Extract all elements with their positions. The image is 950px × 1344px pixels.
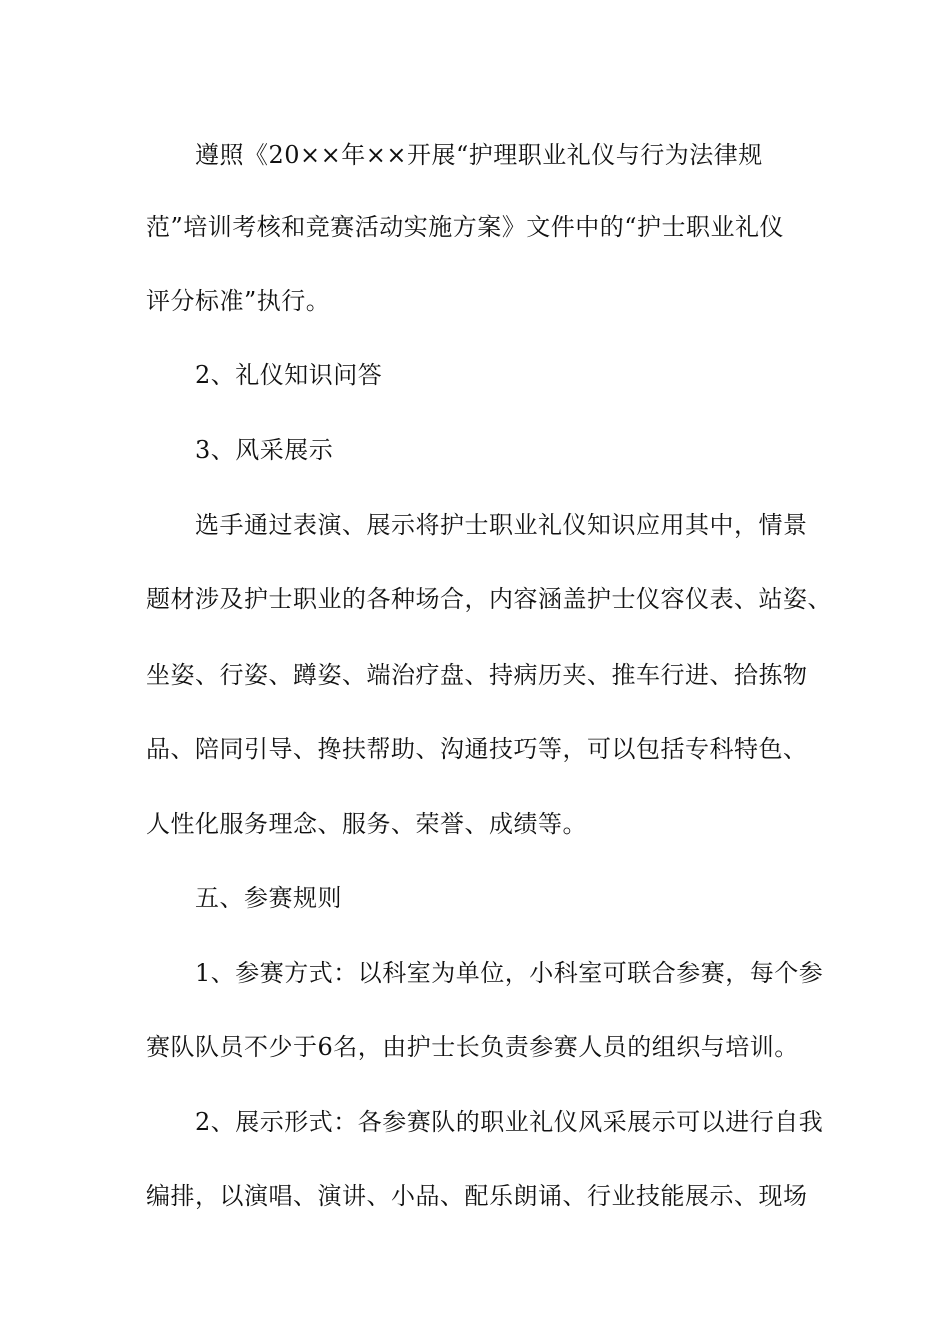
paragraph-line: 2、展示形式：各参赛队的职业礼仪风采展示可以进行自我: [195, 1108, 824, 1136]
list-item: 3、风采展示: [195, 436, 334, 464]
paragraph-line: 编排，以演唱、演讲、小品、配乐朗诵、行业技能展示、现场: [146, 1182, 808, 1210]
list-item: 2、礼仪知识问答: [195, 361, 383, 389]
paragraph-line: 范”培训考核和竞赛活动实施方案》文件中的“护士职业礼仪: [146, 213, 785, 241]
paragraph-line: 赛队队员不少于6名，由护士长负责参赛人员的组织与培训。: [146, 1033, 799, 1061]
paragraph-line: 遵照《20××年××开展“护理职业礼仪与行为法律规: [195, 141, 763, 169]
paragraph-line: 选手通过表演、展示将护士职业礼仪知识应用其中，情景: [195, 511, 808, 539]
paragraph-line: 人性化服务理念、服务、荣誉、成绩等。: [146, 810, 587, 838]
paragraph-line: 1、参赛方式：以科室为单位，小科室可联合参赛，每个参: [195, 959, 824, 987]
paragraph-line: 坐姿、行姿、蹲姿、端治疗盘、持病历夹、推车行进、拾拣物: [146, 661, 808, 689]
paragraph-line: 题材涉及护士职业的各种场合，内容涵盖护士仪容仪表、站姿、: [146, 585, 832, 613]
paragraph-line: 评分标准”执行。: [146, 287, 331, 315]
section-heading: 五、参赛规则: [195, 884, 342, 912]
paragraph-line: 品、陪同引导、搀扶帮助、沟通技巧等，可以包括专科特色、: [146, 735, 808, 763]
